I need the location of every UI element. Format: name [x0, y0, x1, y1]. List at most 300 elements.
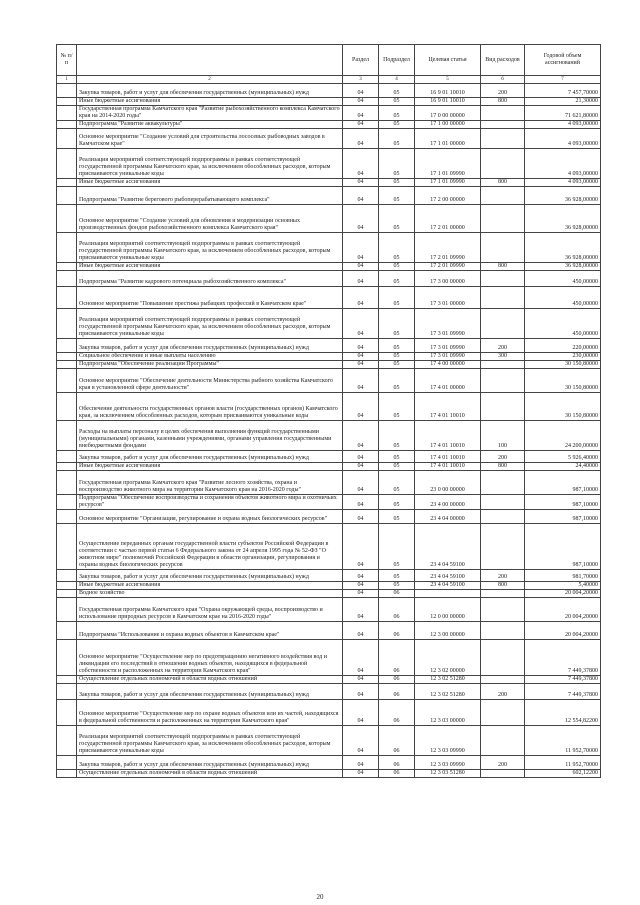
- row-num: [57, 271, 77, 287]
- row-name: Реализация мероприятий соответствующей подпрограммы в рамках соответствующей государственной программы Камчатского края, за исключением обособленных расходов, которым присваиваются уникальные коды: [77, 309, 343, 339]
- row-razdel: 04: [343, 106, 379, 121]
- row-target-article: 12 3 03 09990: [415, 726, 481, 756]
- row-expense-type: [481, 287, 525, 309]
- row-name: Основное мероприятие "Организация, регулирование и охрана водных биологических ресурсов": [77, 510, 343, 524]
- row-target-article: 17 2 01 09990: [415, 233, 481, 263]
- colnum: 4: [379, 76, 415, 84]
- row-target-article: 23 4 04 59100: [415, 524, 481, 570]
- row-expense-type: [481, 640, 525, 676]
- row-podrazdel: 05: [379, 361, 415, 369]
- row-podrazdel: 06: [379, 684, 415, 700]
- row-expense-type: [481, 598, 525, 622]
- header-annual-amount: Годовой объем ассигнований: [525, 45, 601, 76]
- row-razdel: 04: [343, 233, 379, 263]
- row-expense-type: [481, 106, 525, 121]
- row-target-article: 17 1 00 00000: [415, 121, 481, 129]
- row-name: Осуществление отдельных полномочий в области водных отношений: [77, 676, 343, 684]
- table-row: [57, 263, 601, 271]
- table-row: [57, 770, 601, 778]
- row-amount: 36 928,00000: [525, 263, 601, 271]
- row-target-article: 17 2 00 00000: [415, 187, 481, 205]
- row-amount: 7 449,37800: [525, 684, 601, 700]
- row-amount: 4 093,00000: [525, 179, 601, 187]
- table-row: [57, 98, 601, 106]
- row-expense-type: 200: [481, 756, 525, 770]
- row-podrazdel: 05: [379, 271, 415, 287]
- row-target-article: 17 4 01 00000: [415, 369, 481, 393]
- table-row: [57, 726, 601, 756]
- row-razdel: 04: [343, 205, 379, 233]
- header-expense-type: Вид расходов: [481, 45, 525, 76]
- colnum: 2: [77, 76, 343, 84]
- row-podrazdel: 05: [379, 495, 415, 510]
- colnum: 3: [343, 76, 379, 84]
- row-amount: 987,10000: [525, 524, 601, 570]
- table-row: [57, 121, 601, 129]
- table-row: [57, 233, 601, 263]
- row-expense-type: 800: [481, 463, 525, 471]
- row-expense-type: 200: [481, 570, 525, 582]
- table-row: [57, 590, 601, 598]
- row-podrazdel: 06: [379, 770, 415, 778]
- row-name: Закупка товаров, работ и услуг для обеспечения государственных (муниципальных) нужд: [77, 339, 343, 353]
- row-razdel: 04: [343, 121, 379, 129]
- table-row: [57, 271, 601, 287]
- row-name: Иные бюджетные ассигнования: [77, 582, 343, 590]
- row-expense-type: [481, 309, 525, 339]
- table-row: [57, 353, 601, 361]
- row-name: Основное мероприятие "Создание условий для обновления и модернизации основных производственных фондов рыбохозяйственного комплекса Камчатского края": [77, 205, 343, 233]
- row-num: [57, 622, 77, 640]
- row-num: [57, 582, 77, 590]
- row-razdel: 04: [343, 676, 379, 684]
- row-amount: 36 928,00000: [525, 205, 601, 233]
- row-num: [57, 640, 77, 676]
- row-num: [57, 263, 77, 271]
- row-amount: 4 093,00000: [525, 121, 601, 129]
- row-podrazdel: 05: [379, 393, 415, 421]
- row-razdel: 04: [343, 570, 379, 582]
- row-name: Реализация мероприятий соответствующей подпрограммы в рамках соответствующей государственной программы Камчатского края, за исключением обособленных расходов, которым присваиваются уникальные коды: [77, 726, 343, 756]
- colnum: 6: [481, 76, 525, 84]
- row-num: [57, 84, 77, 98]
- table-row: [57, 369, 601, 393]
- row-razdel: 04: [343, 770, 379, 778]
- table-row: [57, 598, 601, 622]
- table-row: [57, 309, 601, 339]
- table-row: [57, 510, 601, 524]
- row-name: Государственная программа Камчатского края "Развитие лесного хозяйства, охрана и воспроизводство животного мира на территории Камчатского края на 2016-2020 годы": [77, 471, 343, 495]
- row-amount: 20 004,20000: [525, 590, 601, 598]
- row-num: [57, 233, 77, 263]
- row-amount: 4 093,00000: [525, 149, 601, 179]
- row-target-article: 17 2 01 09990: [415, 263, 481, 271]
- row-name: Основное мероприятие "Осуществление мер по охране водных объектов или их частей, находящихся в федеральной собственности и расположенных на территории Камчатского края": [77, 700, 343, 726]
- row-podrazdel: 05: [379, 263, 415, 271]
- row-razdel: 04: [343, 471, 379, 495]
- row-expense-type: [481, 271, 525, 287]
- row-target-article: 17 3 00 00000: [415, 271, 481, 287]
- row-amount: 21,30000: [525, 98, 601, 106]
- row-target-article: 12 0 00 00000: [415, 598, 481, 622]
- row-target-article: 17 4 01 10010: [415, 421, 481, 451]
- row-expense-type: [481, 187, 525, 205]
- row-num: [57, 393, 77, 421]
- column-number-row: [57, 76, 601, 84]
- row-target-article: 12 3 02 51280: [415, 684, 481, 700]
- table-row: [57, 287, 601, 309]
- row-target-article: 17 4 00 00000: [415, 361, 481, 369]
- table-row: [57, 149, 601, 179]
- row-podrazdel: 06: [379, 622, 415, 640]
- row-num: [57, 463, 77, 471]
- row-name: Закупка товаров, работ и услуг для обеспечения государственных (муниципальных) нужд: [77, 570, 343, 582]
- row-target-article: 17 3 01 09990: [415, 353, 481, 361]
- row-expense-type: [481, 361, 525, 369]
- row-expense-type: 200: [481, 451, 525, 463]
- row-target-article: 17 4 01 10010: [415, 451, 481, 463]
- row-podrazdel: 06: [379, 598, 415, 622]
- row-target-article: 17 2 01 00000: [415, 205, 481, 233]
- row-name: Подпрограмма "Развитие берегового рыбоперерабатывающего комплекса": [77, 187, 343, 205]
- row-podrazdel: 05: [379, 339, 415, 353]
- row-expense-type: [481, 590, 525, 598]
- row-target-article: [415, 590, 481, 598]
- row-num: [57, 421, 77, 451]
- row-razdel: 04: [343, 684, 379, 700]
- row-expense-type: [481, 149, 525, 179]
- row-amount: 5,40000: [525, 582, 601, 590]
- row-target-article: 17 3 01 09990: [415, 309, 481, 339]
- row-razdel: 04: [343, 640, 379, 676]
- row-name: Иные бюджетные ассигнования: [77, 463, 343, 471]
- row-name: Основное мероприятие "Осуществление мер по предотвращению негативного воздействия вод и ликвидации его последствий в отношении водных объектов, находящихся в федеральной собственности и расположенных на территории Камчатского края": [77, 640, 343, 676]
- row-name: Подпрограмма "Обеспечение воспроизводства и сохранения объектов животного мира и охотничьих ресурсов": [77, 495, 343, 510]
- row-name: Подпрограмма "Использование и охрана водных объектов в Камчатском крае": [77, 622, 343, 640]
- row-amount: 30 150,80000: [525, 361, 601, 369]
- table-row: [57, 700, 601, 726]
- row-target-article: 23 4 04 59100: [415, 570, 481, 582]
- row-amount: 20 004,20000: [525, 598, 601, 622]
- row-podrazdel: 05: [379, 187, 415, 205]
- row-amount: 20 004,20000: [525, 622, 601, 640]
- row-podrazdel: 05: [379, 287, 415, 309]
- row-expense-type: [481, 393, 525, 421]
- row-target-article: 16 9 01 10010: [415, 84, 481, 98]
- row-razdel: 04: [343, 756, 379, 770]
- row-podrazdel: 06: [379, 756, 415, 770]
- header-num: № п/п: [57, 45, 77, 76]
- table-row: [57, 129, 601, 149]
- row-name: Иные бюджетные ассигнования: [77, 179, 343, 187]
- table-row: [57, 640, 601, 676]
- row-target-article: 17 1 01 00000: [415, 129, 481, 149]
- row-expense-type: 800: [481, 98, 525, 106]
- row-razdel: 04: [343, 129, 379, 149]
- table-row: [57, 187, 601, 205]
- colnum: 7: [525, 76, 601, 84]
- row-amount: 36 928,00000: [525, 187, 601, 205]
- row-num: [57, 524, 77, 570]
- table-row: [57, 205, 601, 233]
- table-row: [57, 84, 601, 98]
- row-num: [57, 287, 77, 309]
- row-podrazdel: 06: [379, 590, 415, 598]
- header-target-article: Целевая статья: [415, 45, 481, 76]
- table-row: [57, 756, 601, 770]
- row-amount: 24 200,00000: [525, 421, 601, 451]
- row-amount: 602,12200: [525, 770, 601, 778]
- row-num: [57, 361, 77, 369]
- header-razdel: Раздел: [343, 45, 379, 76]
- row-num: [57, 339, 77, 353]
- row-razdel: 04: [343, 271, 379, 287]
- row-amount: 7 449,37800: [525, 676, 601, 684]
- row-name: Социальное обеспечение и иные выплаты населению: [77, 353, 343, 361]
- row-expense-type: [481, 622, 525, 640]
- row-target-article: 12 3 02 00000: [415, 640, 481, 676]
- row-podrazdel: 05: [379, 149, 415, 179]
- table-row: [57, 393, 601, 421]
- row-name: Основное мероприятие "Повышение престижа рыбацких профессий в Камчатском крае": [77, 287, 343, 309]
- row-razdel: 04: [343, 179, 379, 187]
- row-num: [57, 353, 77, 361]
- row-num: [57, 684, 77, 700]
- row-expense-type: 800: [481, 263, 525, 271]
- table-row: [57, 684, 601, 700]
- row-razdel: 04: [343, 339, 379, 353]
- row-target-article: 12 3 03 51280: [415, 770, 481, 778]
- row-expense-type: [481, 233, 525, 263]
- row-num: [57, 590, 77, 598]
- row-num: [57, 570, 77, 582]
- row-razdel: 04: [343, 361, 379, 369]
- row-target-article: 17 4 01 10010: [415, 463, 481, 471]
- row-num: [57, 451, 77, 463]
- row-num: [57, 726, 77, 756]
- row-razdel: 04: [343, 353, 379, 361]
- row-expense-type: [481, 369, 525, 393]
- row-amount: 11 952,70000: [525, 756, 601, 770]
- row-podrazdel: 05: [379, 129, 415, 149]
- row-expense-type: 100: [481, 421, 525, 451]
- row-amount: 11 952,70000: [525, 726, 601, 756]
- row-razdel: 04: [343, 495, 379, 510]
- row-amount: 220,00000: [525, 339, 601, 353]
- row-num: [57, 471, 77, 495]
- row-amount: 5 926,40000: [525, 451, 601, 463]
- row-razdel: 04: [343, 451, 379, 463]
- row-name: Реализация мероприятий соответствующей подпрограммы в рамках соответствующей государственной программы Камчатского края, за исключением обособленных расходов, которым присваиваются уникальные коды: [77, 149, 343, 179]
- row-num: [57, 700, 77, 726]
- row-razdel: 04: [343, 263, 379, 271]
- row-amount: 4 093,00000: [525, 129, 601, 149]
- table-body: [57, 84, 601, 778]
- row-num: [57, 98, 77, 106]
- row-name: Осуществление отдельных полномочий в области водных отношений: [77, 770, 343, 778]
- table-row: [57, 676, 601, 684]
- row-name: Основное мероприятие "Обеспечение деятельности Министерства рыбного хозяйства Камчатского края в установленной сфере деятельности": [77, 369, 343, 393]
- row-expense-type: [481, 510, 525, 524]
- row-target-article: 23 4 04 00000: [415, 510, 481, 524]
- row-razdel: 04: [343, 510, 379, 524]
- row-name: Основное мероприятие "Создание условий для строительства лососевых рыбоводных заводов в Камчатском крае": [77, 129, 343, 149]
- row-razdel: 04: [343, 98, 379, 106]
- row-expense-type: [481, 700, 525, 726]
- budget-table-page: [56, 44, 600, 778]
- page-number: 20: [316, 893, 324, 901]
- row-name: Закупка товаров, работ и услуг для обеспечения государственных (муниципальных) нужд: [77, 756, 343, 770]
- row-target-article: 17 1 01 09990: [415, 179, 481, 187]
- row-razdel: 04: [343, 287, 379, 309]
- row-name: Государственная программа Камчатского края "Охрана окружающей среды, воспроизводство и использование природных ресурсов в Камчатском крае на 2016-2020 годы": [77, 598, 343, 622]
- row-razdel: 04: [343, 393, 379, 421]
- row-name: Подпрограмма "Обеспечение реализации Программы": [77, 361, 343, 369]
- row-amount: 30 150,80000: [525, 369, 601, 393]
- row-razdel: 04: [343, 421, 379, 451]
- row-target-article: 23 4 00 00000: [415, 495, 481, 510]
- row-name: Иные бюджетные ассигнования: [77, 98, 343, 106]
- row-podrazdel: 06: [379, 676, 415, 684]
- row-razdel: 04: [343, 369, 379, 393]
- table-row: [57, 622, 601, 640]
- row-podrazdel: 05: [379, 98, 415, 106]
- row-amount: 24,40000: [525, 463, 601, 471]
- row-expense-type: 200: [481, 84, 525, 98]
- row-name: Осуществление переданных органам государственной власти субъектов Российской Федерации в соответствии с частью первой статьи 6 Федерального закона от 24 апреля 1995 года № 52-ФЗ "О животном мире" полномочий Российской Федерации в области организации, регулирования и охраны водных биологических ресурсов: [77, 524, 343, 570]
- row-expense-type: [481, 471, 525, 495]
- row-target-article: 23 4 04 59100: [415, 582, 481, 590]
- row-amount: 450,00000: [525, 287, 601, 309]
- row-amount: 230,00000: [525, 353, 601, 361]
- row-razdel: 04: [343, 622, 379, 640]
- row-target-article: 17 1 01 09990: [415, 149, 481, 179]
- row-amount: 7 457,70000: [525, 84, 601, 98]
- table-row: [57, 463, 601, 471]
- row-num: [57, 106, 77, 121]
- row-podrazdel: 05: [379, 369, 415, 393]
- row-podrazdel: 05: [379, 582, 415, 590]
- row-expense-type: 800: [481, 582, 525, 590]
- row-expense-type: [481, 495, 525, 510]
- table-row: [57, 582, 601, 590]
- row-target-article: 12 3 02 51280: [415, 676, 481, 684]
- row-name: Водное хозяйство: [77, 590, 343, 598]
- row-num: [57, 309, 77, 339]
- row-num: [57, 129, 77, 149]
- row-expense-type: [481, 676, 525, 684]
- row-amount: 987,10000: [525, 495, 601, 510]
- row-razdel: 04: [343, 582, 379, 590]
- row-podrazdel: 05: [379, 524, 415, 570]
- row-expense-type: 300: [481, 353, 525, 361]
- row-amount: 12 554,82200: [525, 700, 601, 726]
- row-amount: 36 928,00000: [525, 233, 601, 263]
- row-target-article: 17 3 01 09990: [415, 339, 481, 353]
- colnum: 5: [415, 76, 481, 84]
- row-podrazdel: 05: [379, 570, 415, 582]
- row-amount: 981,70000: [525, 570, 601, 582]
- row-podrazdel: 05: [379, 84, 415, 98]
- table-row: [57, 339, 601, 353]
- row-podrazdel: 05: [379, 471, 415, 495]
- table-row: [57, 495, 601, 510]
- row-target-article: 23 0 00 00000: [415, 471, 481, 495]
- row-razdel: 04: [343, 700, 379, 726]
- table-row: [57, 421, 601, 451]
- row-expense-type: 800: [481, 179, 525, 187]
- row-podrazdel: 05: [379, 353, 415, 361]
- row-expense-type: 200: [481, 684, 525, 700]
- row-target-article: 17 3 01 00000: [415, 287, 481, 309]
- row-name: Реализация мероприятий соответствующей подпрограммы в рамках соответствующей государственной программы Камчатского края, за исключением обособленных расходов, которым присваиваются уникальные коды: [77, 233, 343, 263]
- table-row: [57, 361, 601, 369]
- row-name: Подпрограмма "Развитие кадрового потенциала рыбохозяйственного комплекса": [77, 271, 343, 287]
- row-name: Иные бюджетные ассигнования: [77, 263, 343, 271]
- row-podrazdel: 05: [379, 179, 415, 187]
- row-podrazdel: 05: [379, 451, 415, 463]
- row-num: [57, 205, 77, 233]
- row-num: [57, 598, 77, 622]
- budget-table: [56, 44, 601, 778]
- row-num: [57, 187, 77, 205]
- row-expense-type: 200: [481, 339, 525, 353]
- row-amount: 450,00000: [525, 271, 601, 287]
- row-target-article: 17 4 01 10010: [415, 393, 481, 421]
- row-name: Расходы на выплаты персоналу в целях обеспечения выполнения функций государственными (муниципальными) органами, казенными учреждениями, органами управления государственными внебюджетными фондами: [77, 421, 343, 451]
- row-podrazdel: 06: [379, 700, 415, 726]
- row-amount: 987,10000: [525, 471, 601, 495]
- row-podrazdel: 05: [379, 233, 415, 263]
- row-podrazdel: 05: [379, 510, 415, 524]
- row-amount: 71 621,80000: [525, 106, 601, 121]
- table-row: [57, 471, 601, 495]
- row-num: [57, 369, 77, 393]
- row-num: [57, 149, 77, 179]
- row-name: Обеспечение деятельности государственных органов власти (государственных органов) Камчатского края, за исключением обособленных расходов, которым присваиваются уникальные коды: [77, 393, 343, 421]
- row-name: Закупка товаров, работ и услуг для обеспечения государственных (муниципальных) нужд: [77, 684, 343, 700]
- row-amount: 450,00000: [525, 309, 601, 339]
- row-expense-type: [481, 524, 525, 570]
- row-podrazdel: 05: [379, 421, 415, 451]
- row-num: [57, 770, 77, 778]
- row-podrazdel: 05: [379, 121, 415, 129]
- row-name: Закупка товаров, работ и услуг для обеспечения государственных (муниципальных) нужд: [77, 84, 343, 98]
- table-row: [57, 106, 601, 121]
- row-target-article: 12 3 03 00000: [415, 700, 481, 726]
- row-expense-type: [481, 205, 525, 233]
- row-amount: 987,10000: [525, 510, 601, 524]
- row-num: [57, 121, 77, 129]
- row-podrazdel: 06: [379, 726, 415, 756]
- row-podrazdel: 05: [379, 309, 415, 339]
- table-row: [57, 451, 601, 463]
- header-podrazdel: Подраздел: [379, 45, 415, 76]
- row-name: Государственная программа Камчатского края "Развитие рыбохозяйственного комплекса Камчатского края на 2014-2020 годы": [77, 106, 343, 121]
- row-podrazdel: 06: [379, 640, 415, 676]
- row-razdel: 04: [343, 598, 379, 622]
- row-expense-type: [481, 770, 525, 778]
- row-razdel: 04: [343, 149, 379, 179]
- row-num: [57, 495, 77, 510]
- row-podrazdel: 05: [379, 205, 415, 233]
- row-num: [57, 676, 77, 684]
- row-name: Закупка товаров, работ и услуг для обеспечения государственных (муниципальных) нужд: [77, 451, 343, 463]
- table-row: [57, 524, 601, 570]
- row-amount: 7 449,37800: [525, 640, 601, 676]
- row-num: [57, 179, 77, 187]
- row-razdel: 04: [343, 463, 379, 471]
